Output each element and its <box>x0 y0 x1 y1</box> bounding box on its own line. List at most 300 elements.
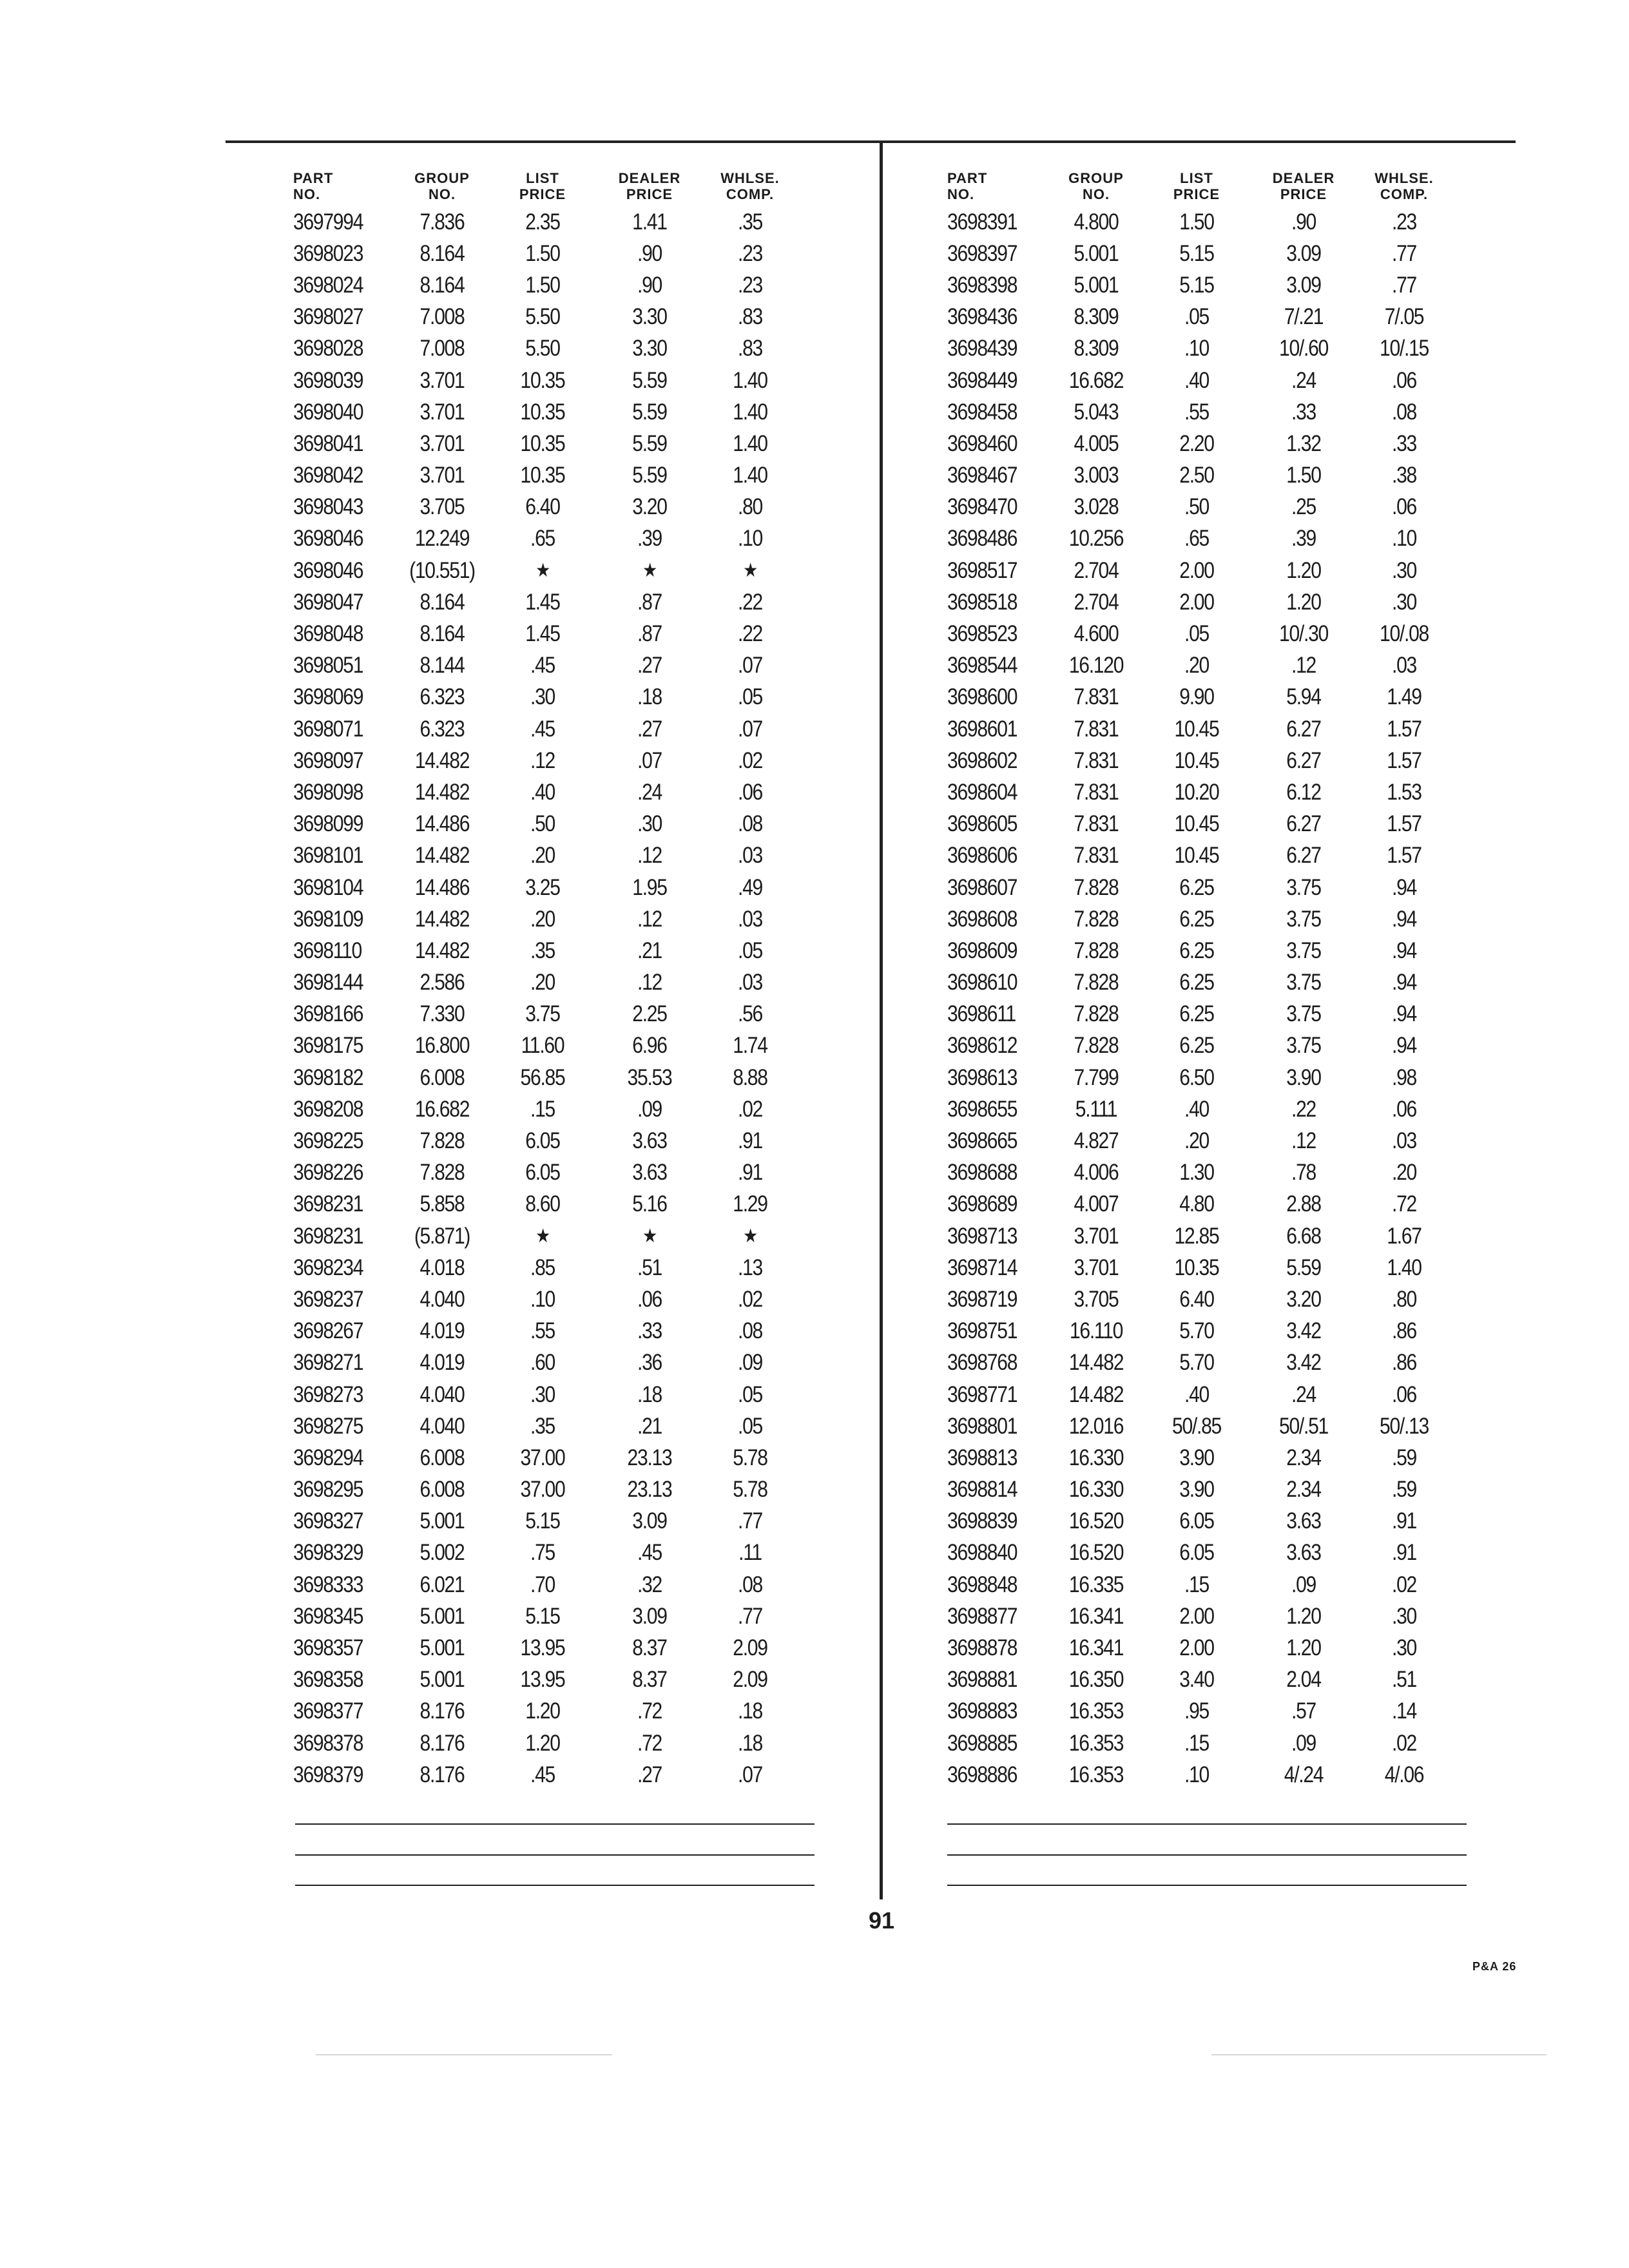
group-no-cell: 14.482 <box>414 843 470 869</box>
whlse-comp-cell: 1.40 <box>1387 1254 1422 1280</box>
dealer-price-cell: .18 <box>637 684 662 710</box>
whlse-comp-cell: 1.57 <box>1387 716 1422 742</box>
list-price-cell: .10 <box>1184 336 1209 361</box>
whlse-comp-cell: .91 <box>738 1160 762 1186</box>
dealer-price-cell: 3.42 <box>1286 1318 1321 1344</box>
part-no-cell: 3698040 <box>293 399 363 425</box>
part-no-cell: 3698273 <box>293 1381 363 1407</box>
whlse-comp-cell: .14 <box>1392 1698 1416 1724</box>
group-no-cell: 16.341 <box>1068 1635 1124 1661</box>
list-price-cell: 2.20 <box>1179 430 1214 456</box>
dealer-price-cell: 3.75 <box>1286 1033 1321 1059</box>
list-price-cell: 10.35 <box>1174 1254 1219 1280</box>
list-price-cell: 2.00 <box>1179 557 1214 583</box>
list-price-cell: .40 <box>1184 367 1209 393</box>
whlse-comp-cell: .09 <box>738 1350 762 1376</box>
dealer-price-cell: 6.96 <box>632 1033 667 1059</box>
group-no-cell: 7.831 <box>1074 779 1119 805</box>
part-no-cell: 3698329 <box>293 1540 363 1566</box>
group-no-cell: 4.827 <box>1074 1128 1119 1154</box>
list-price-cell: 6.25 <box>1179 906 1214 932</box>
list-price-cell: 2.00 <box>1179 1635 1214 1661</box>
dealer-price-cell: 1.20 <box>1286 557 1321 583</box>
whlse-comp-cell: .07 <box>738 716 762 742</box>
part-no-cell: 3698294 <box>293 1445 363 1470</box>
whlse-comp-cell: ★ <box>743 560 757 582</box>
part-no-cell: 3698144 <box>293 970 363 995</box>
whlse-comp-cell: .77 <box>738 1603 762 1629</box>
part-no-cell: 3698878 <box>947 1635 1017 1661</box>
whlse-comp-cell: .22 <box>738 621 762 647</box>
part-no-cell: 3698024 <box>293 272 363 298</box>
column-divider <box>880 142 883 1899</box>
whlse-comp-cell: .94 <box>1392 970 1416 995</box>
right-price-table <box>947 147 1452 1791</box>
list-price-cell: .40 <box>530 779 555 805</box>
table-row <box>947 460 1452 492</box>
dealer-price-cell: 1.20 <box>1286 1635 1321 1661</box>
table-row <box>947 745 1452 776</box>
list-price-cell: .65 <box>530 526 555 552</box>
page-number: 91 <box>868 1907 895 1934</box>
part-no-cell: 3698613 <box>947 1064 1017 1090</box>
part-no-cell: 3698042 <box>293 463 363 488</box>
group-no-cell: 4.007 <box>1074 1191 1119 1217</box>
dealer-price-cell: 6.27 <box>1286 716 1321 742</box>
whlse-comp-cell: .03 <box>1392 653 1416 678</box>
group-no-cell: 4.800 <box>1074 209 1119 235</box>
whlse-comp-cell: .06 <box>1392 494 1416 520</box>
whlse-comp-cell: 4/.06 <box>1384 1762 1424 1787</box>
group-no-cell: 14.482 <box>1068 1381 1124 1407</box>
part-no-cell: 3698713 <box>947 1223 1017 1249</box>
table-row <box>947 809 1452 840</box>
footer-rule <box>947 1885 1467 1886</box>
group-no-cell: 5.002 <box>419 1540 465 1566</box>
group-no-cell: 6.323 <box>419 684 465 710</box>
list-price-cell: 12.85 <box>1174 1223 1219 1249</box>
dealer-price-cell: .06 <box>637 1286 662 1312</box>
dealer-price-cell: .12 <box>637 906 662 932</box>
part-no-cell: 3698801 <box>947 1413 1017 1439</box>
table-row <box>947 682 1452 713</box>
table-row <box>293 1157 798 1189</box>
dealer-price-cell: 3.30 <box>632 336 667 361</box>
table-row <box>293 1569 798 1600</box>
whlse-comp-cell: .94 <box>1392 1001 1416 1027</box>
list-price-cell: .50 <box>1184 494 1209 520</box>
list-price-cell: 3.75 <box>525 1001 560 1027</box>
footer-rule <box>295 1854 815 1856</box>
table-row <box>293 618 798 649</box>
part-no-cell: 3698071 <box>293 716 363 742</box>
group-no-cell: 4.040 <box>419 1381 465 1407</box>
dealer-price-cell: 7/.21 <box>1284 304 1324 330</box>
group-no-cell: 14.482 <box>414 937 470 963</box>
list-price-cell: .35 <box>530 937 555 963</box>
group-no-cell: 7.799 <box>1074 1064 1119 1090</box>
list-price-cell: 3.90 <box>1179 1445 1214 1470</box>
list-price-cell: 2.35 <box>525 209 560 235</box>
header-list-price: LIST PRICE <box>1173 170 1220 202</box>
whlse-comp-cell: 5.78 <box>733 1477 767 1503</box>
list-price-cell: 10.35 <box>520 399 565 425</box>
part-no-cell: 3698439 <box>947 336 1017 361</box>
part-no-cell: 3698275 <box>293 1413 363 1439</box>
dealer-price-cell: 3.75 <box>1286 874 1321 900</box>
dealer-price-cell: 1.20 <box>1286 589 1321 615</box>
list-price-cell: 10.45 <box>1174 811 1219 837</box>
footer-rule <box>947 1854 1467 1856</box>
list-price-cell: 2.50 <box>1179 463 1214 488</box>
left-price-table <box>293 147 798 1791</box>
group-no-cell: 8.309 <box>1074 336 1119 361</box>
list-price-cell: 6.05 <box>525 1128 560 1154</box>
list-price-cell: 6.50 <box>1179 1064 1214 1090</box>
table-row <box>947 935 1452 966</box>
table-row <box>947 1696 1452 1727</box>
whlse-comp-cell: .83 <box>738 304 762 330</box>
whlse-comp-cell: .06 <box>1392 1381 1416 1407</box>
part-no-cell: 3698601 <box>947 716 1017 742</box>
dealer-price-cell: 8.37 <box>632 1635 667 1661</box>
dealer-price-cell: .18 <box>637 1381 662 1407</box>
dealer-price-cell: 1.41 <box>632 209 667 235</box>
list-price-cell: 11.60 <box>521 1033 564 1059</box>
part-no-cell: 3698885 <box>947 1730 1017 1756</box>
group-no-cell: 7.828 <box>1074 1001 1119 1027</box>
group-no-cell: 3.701 <box>419 463 465 488</box>
table-row <box>293 935 798 966</box>
footer-rule <box>295 1823 815 1825</box>
whlse-comp-cell: .06 <box>1392 367 1416 393</box>
header-whlse-comp: WHLSE. COMP. <box>720 170 780 202</box>
whlse-comp-cell: .77 <box>1392 272 1416 298</box>
group-no-cell: 6.008 <box>419 1477 465 1503</box>
dealer-price-cell: .57 <box>1291 1698 1316 1724</box>
table-row <box>293 1442 798 1474</box>
group-no-cell: 8.164 <box>419 272 465 298</box>
list-price-cell: 3.40 <box>1179 1667 1214 1693</box>
header-dealer-price: DEALER PRICE <box>618 170 681 202</box>
list-price-cell: .15 <box>1184 1730 1209 1756</box>
group-no-cell: 16.353 <box>1068 1762 1124 1787</box>
table-row <box>293 650 798 682</box>
table-row <box>947 713 1452 745</box>
dealer-price-cell: 2.88 <box>1286 1191 1321 1217</box>
table-row <box>947 396 1452 428</box>
part-no-cell: 3698231 <box>293 1223 363 1249</box>
table-row <box>947 1410 1452 1442</box>
dealer-price-cell: .78 <box>1291 1160 1316 1186</box>
table-row <box>947 1664 1452 1696</box>
dealer-price-cell: .72 <box>637 1730 662 1756</box>
list-price-cell: 6.25 <box>1179 1033 1214 1059</box>
whlse-comp-cell: .35 <box>738 209 762 235</box>
dealer-price-cell: 4/.24 <box>1284 1762 1324 1787</box>
group-no-cell: 2.586 <box>419 970 465 995</box>
part-no-cell: 3698271 <box>293 1350 363 1376</box>
table-row <box>293 1125 798 1157</box>
dealer-price-cell: ★ <box>642 1225 657 1247</box>
list-price-cell: 56.85 <box>520 1064 565 1090</box>
group-no-cell: 14.482 <box>414 779 470 805</box>
footer-rule <box>947 1823 1467 1825</box>
part-no-cell: 3698605 <box>947 811 1017 837</box>
group-no-cell: 8.176 <box>419 1698 465 1724</box>
group-no-cell: 4.040 <box>419 1286 465 1312</box>
group-no-cell: 3.701 <box>1074 1223 1119 1249</box>
whlse-comp-cell: .05 <box>738 1381 762 1407</box>
part-no-cell: 3698345 <box>293 1603 363 1629</box>
whlse-comp-cell: 7/.05 <box>1384 304 1424 330</box>
part-no-cell: 3698839 <box>947 1508 1017 1534</box>
header-part-no: PART NO. <box>947 170 988 202</box>
part-no-cell: 3698544 <box>947 653 1017 678</box>
table-row <box>293 1316 798 1347</box>
list-price-cell: .45 <box>530 653 555 678</box>
group-no-cell: 7.828 <box>1074 906 1119 932</box>
list-price-cell: 13.95 <box>520 1667 565 1693</box>
list-price-cell: .15 <box>1184 1571 1209 1597</box>
part-no-cell: 3698612 <box>947 1033 1017 1059</box>
dealer-price-cell: 3.09 <box>632 1603 667 1629</box>
dealer-price-cell: 5.59 <box>632 430 667 456</box>
list-price-cell: 1.45 <box>525 589 560 615</box>
dealer-price-cell: .30 <box>637 811 662 837</box>
table-row <box>947 206 1452 238</box>
part-no-cell: 3698099 <box>293 811 363 837</box>
list-price-cell: .15 <box>530 1096 555 1122</box>
table-row <box>947 1537 1452 1569</box>
group-no-cell: 7.828 <box>1074 970 1119 995</box>
dealer-price-cell: 3.63 <box>632 1128 667 1154</box>
list-price-cell: .40 <box>1184 1096 1209 1122</box>
part-no-cell: 3698751 <box>947 1318 1017 1344</box>
list-price-cell: .45 <box>530 716 555 742</box>
table-row <box>293 238 798 269</box>
group-no-cell: 6.008 <box>419 1445 465 1470</box>
table-row <box>293 872 798 903</box>
table-row <box>293 523 798 555</box>
whlse-comp-cell: 10/.08 <box>1380 621 1429 647</box>
header-whlse-comp: WHLSE. COMP. <box>1374 170 1434 202</box>
list-price-cell: 6.25 <box>1179 970 1214 995</box>
dealer-price-cell: 35.53 <box>627 1064 672 1090</box>
dealer-price-cell: 5.59 <box>632 463 667 488</box>
part-no-cell: 3698358 <box>293 1667 363 1693</box>
group-no-cell: 4.040 <box>419 1413 465 1439</box>
whlse-comp-cell: .08 <box>738 811 762 837</box>
list-price-cell: .75 <box>530 1540 555 1566</box>
whlse-comp-cell: .30 <box>1392 589 1416 615</box>
table-row <box>947 1442 1452 1474</box>
table-row <box>293 745 798 776</box>
list-price-cell: .20 <box>530 906 555 932</box>
part-no-cell: 3698295 <box>293 1477 363 1503</box>
whlse-comp-cell: .03 <box>738 970 762 995</box>
part-no-cell: 3698397 <box>947 240 1017 266</box>
list-price-cell: 8.60 <box>525 1191 560 1217</box>
whlse-comp-cell: .03 <box>738 906 762 932</box>
dealer-price-cell: .24 <box>1291 367 1316 393</box>
whlse-comp-cell: .05 <box>738 937 762 963</box>
whlse-comp-cell: .23 <box>738 240 762 266</box>
dealer-price-cell: .36 <box>637 1350 662 1376</box>
group-no-cell: 4.005 <box>1074 430 1119 456</box>
table-row <box>947 1632 1452 1664</box>
dealer-price-cell: .07 <box>637 747 662 773</box>
part-no-cell: 3698039 <box>293 367 363 393</box>
dealer-price-cell: ★ <box>642 560 657 582</box>
part-no-cell: 3698486 <box>947 526 1017 552</box>
list-price-cell: .20 <box>530 843 555 869</box>
table-row <box>947 967 1452 999</box>
list-price-cell: .20 <box>530 970 555 995</box>
dealer-price-cell: .12 <box>1291 1128 1316 1154</box>
list-price-cell: 1.50 <box>525 240 560 266</box>
group-no-cell: 7.828 <box>1074 1033 1119 1059</box>
group-no-cell: 4.600 <box>1074 621 1119 647</box>
list-price-cell: 2.00 <box>1179 589 1214 615</box>
group-no-cell: 4.019 <box>419 1350 465 1376</box>
table-row <box>947 269 1452 301</box>
part-no-cell: 3698848 <box>947 1571 1017 1597</box>
table-row <box>293 713 798 745</box>
group-no-cell: 14.482 <box>1068 1350 1124 1376</box>
table-row <box>947 776 1452 808</box>
dealer-price-cell: .24 <box>637 779 662 805</box>
table-row <box>947 1220 1452 1252</box>
dealer-price-cell: 23.13 <box>627 1477 672 1503</box>
group-no-cell: 7.008 <box>419 336 465 361</box>
header-list-price: LIST PRICE <box>519 170 566 202</box>
table-row <box>947 1347 1452 1379</box>
part-no-cell: 3698813 <box>947 1445 1017 1470</box>
dealer-price-cell: .90 <box>637 272 662 298</box>
part-no-cell: 3698606 <box>947 843 1017 869</box>
group-no-cell: 2.704 <box>1074 589 1119 615</box>
part-no-cell: 3698665 <box>947 1128 1017 1154</box>
group-no-cell: 5.001 <box>1074 240 1119 266</box>
list-price-cell: .95 <box>1184 1698 1209 1724</box>
part-no-cell: 3698688 <box>947 1160 1017 1186</box>
table-row <box>293 302 798 333</box>
group-no-cell: 3.705 <box>419 494 465 520</box>
part-no-cell: 3698225 <box>293 1128 363 1154</box>
dealer-price-cell: 3.42 <box>1286 1350 1321 1376</box>
part-no-cell: 3698611 <box>947 1001 1016 1027</box>
list-price-cell: 6.25 <box>1179 1001 1214 1027</box>
group-no-cell: 10.256 <box>1068 526 1124 552</box>
whlse-comp-cell: .05 <box>738 684 762 710</box>
list-price-cell: 6.25 <box>1179 937 1214 963</box>
whlse-comp-cell: .23 <box>1392 209 1416 235</box>
whlse-comp-cell: .18 <box>738 1730 762 1756</box>
whlse-comp-cell: 50/.13 <box>1380 1413 1429 1439</box>
table-row <box>947 523 1452 555</box>
group-no-cell: 12.016 <box>1068 1413 1124 1439</box>
part-no-cell: 3698467 <box>947 463 1017 488</box>
group-no-cell: 2.704 <box>1074 557 1119 583</box>
part-no-cell: 3698046 <box>293 526 363 552</box>
list-price-cell: 1.20 <box>525 1698 560 1724</box>
list-price-cell: 9.90 <box>1179 684 1214 710</box>
group-no-cell: 16.120 <box>1068 653 1124 678</box>
dealer-price-cell: .27 <box>637 653 662 678</box>
dealer-price-cell: 1.50 <box>1286 463 1321 488</box>
list-price-cell: 5.15 <box>525 1603 560 1629</box>
list-price-cell: 1.20 <box>525 1730 560 1756</box>
part-no-cell: 3698886 <box>947 1762 1017 1787</box>
part-no-cell: 3698104 <box>293 874 363 900</box>
list-price-cell: ★ <box>535 1225 550 1247</box>
table-row <box>947 238 1452 269</box>
table-row <box>293 1283 798 1315</box>
group-no-cell: 3.701 <box>419 367 465 393</box>
dealer-price-cell: .09 <box>1291 1571 1316 1597</box>
table-row <box>947 1030 1452 1062</box>
dealer-price-cell: .12 <box>1291 653 1316 678</box>
part-no-cell: 3698517 <box>947 557 1017 583</box>
list-price-cell: 3.25 <box>525 874 560 900</box>
part-no-cell: 3698051 <box>293 653 363 678</box>
dealer-price-cell: 3.09 <box>1286 240 1321 266</box>
whlse-comp-cell: .91 <box>738 1128 762 1154</box>
dealer-price-cell: .39 <box>637 526 662 552</box>
group-no-cell: 16.800 <box>414 1033 470 1059</box>
part-no-cell: 3698602 <box>947 747 1017 773</box>
list-price-cell: 3.90 <box>1179 1477 1214 1503</box>
whlse-comp-cell: .06 <box>738 779 762 805</box>
group-no-cell: 8.164 <box>419 621 465 647</box>
whlse-comp-cell: .08 <box>738 1318 762 1344</box>
dealer-price-cell: .09 <box>1291 1730 1316 1756</box>
group-no-cell: 6.323 <box>419 716 465 742</box>
whlse-comp-cell: .94 <box>1392 906 1416 932</box>
list-price-cell: 1.45 <box>525 621 560 647</box>
whlse-comp-cell: .02 <box>738 1096 762 1122</box>
table-row <box>293 555 798 586</box>
part-no-cell: 3698097 <box>293 747 363 773</box>
table-row <box>293 967 798 999</box>
whlse-comp-cell: .03 <box>738 843 762 869</box>
whlse-comp-cell: 1.40 <box>733 430 767 456</box>
list-price-cell: 5.15 <box>1179 240 1214 266</box>
header-group-no: GROUP NO. <box>414 170 470 202</box>
part-no-cell: 3698449 <box>947 367 1017 393</box>
part-no-cell: 3698046 <box>293 557 363 583</box>
whlse-comp-cell: .23 <box>738 272 762 298</box>
dealer-price-cell: 6.68 <box>1286 1223 1321 1249</box>
part-no-cell: 3698377 <box>293 1698 363 1724</box>
whlse-comp-cell: .77 <box>1392 240 1416 266</box>
list-price-cell: ★ <box>535 560 550 582</box>
part-no-cell: 3698041 <box>293 430 363 456</box>
part-no-cell: 3698109 <box>293 906 363 932</box>
list-price-cell: .60 <box>530 1350 555 1376</box>
whlse-comp-cell: .33 <box>1392 430 1416 456</box>
part-no-cell: 3698166 <box>293 1001 363 1027</box>
whlse-comp-cell: .08 <box>1392 399 1416 425</box>
group-no-cell: 14.486 <box>414 811 470 837</box>
dealer-price-cell: .33 <box>1291 399 1316 425</box>
group-no-cell: 14.486 <box>414 874 470 900</box>
dealer-price-cell: 3.20 <box>1286 1286 1321 1312</box>
group-no-cell: 5.001 <box>419 1635 465 1661</box>
part-no-cell: 3698327 <box>293 1508 363 1534</box>
group-no-cell: 16.341 <box>1068 1603 1124 1629</box>
